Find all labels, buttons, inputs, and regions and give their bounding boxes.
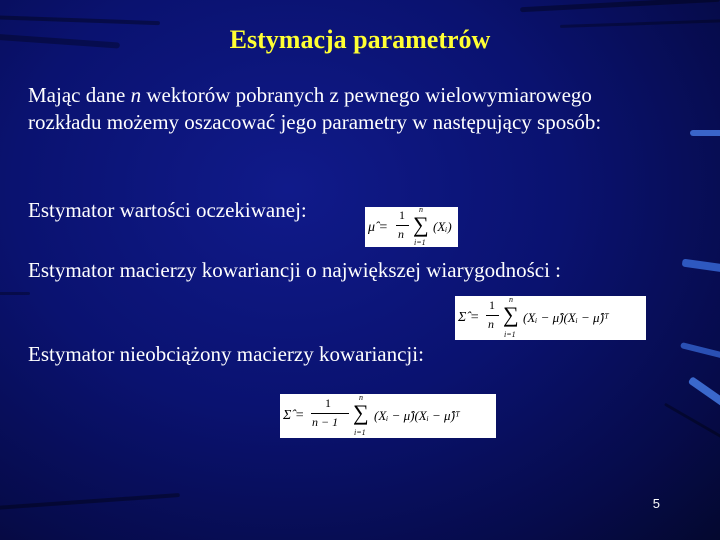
decorative-streak bbox=[690, 130, 720, 136]
decorative-streak bbox=[682, 259, 720, 274]
slide-title: Estymacja parametrów bbox=[229, 25, 491, 54]
fraction-bar bbox=[396, 225, 409, 226]
formula-denominator: n − 1 bbox=[312, 415, 339, 429]
estimator-unbiased-covariance-label: Estymator nieobciążony macierzy kowariancji: bbox=[28, 342, 424, 366]
formula-body: (Xᵢ) bbox=[433, 219, 452, 234]
formula-lhs: Σ̂ = bbox=[283, 408, 305, 423]
intro-text-after: wektorów pobranych z pewnego wielowymiarowego rozkładu możemy oszacować jego parametry w następujący sposób: bbox=[28, 83, 602, 134]
estimator-ml-covariance-label: Estymator macierzy kowariancji o największej wiarygodności : bbox=[28, 258, 561, 282]
sum-symbol: ∑ bbox=[413, 212, 429, 237]
decorative-streak bbox=[520, 0, 720, 12]
estimator-ml-covariance-formula bbox=[455, 296, 646, 340]
sum-upper-limit: n bbox=[419, 207, 423, 214]
fraction-bar bbox=[486, 315, 499, 316]
estimator-unbiased-covariance-formula bbox=[280, 394, 496, 438]
decorative-streak bbox=[0, 493, 180, 511]
formula-body: (Xᵢ − μ̂)(Xᵢ − μ̂)ᵀ bbox=[523, 310, 609, 325]
formula-denominator: n bbox=[398, 227, 404, 241]
sum-lower-limit: i=1 bbox=[504, 330, 516, 339]
formula-lhs: Σ̂ = bbox=[458, 310, 480, 325]
formula-numerator: 1 bbox=[325, 396, 331, 410]
sum-upper-limit: n bbox=[359, 394, 363, 402]
sum-symbol: ∑ bbox=[353, 400, 369, 425]
sum-upper-limit: n bbox=[509, 296, 513, 304]
intro-text-before: Mając dane bbox=[28, 83, 131, 107]
sum-lower-limit: i=1 bbox=[414, 238, 426, 247]
page-number: 5 bbox=[652, 496, 660, 511]
estimator-mean-formula bbox=[365, 207, 458, 247]
formula-body: (Xᵢ − μ̂)(Xᵢ − μ̂)ᵀ bbox=[374, 408, 460, 423]
decorative-streak bbox=[680, 342, 720, 360]
intro-paragraph bbox=[28, 82, 638, 136]
formula-denominator: n bbox=[488, 317, 494, 331]
decorative-streak bbox=[0, 292, 30, 295]
formula-numerator: 1 bbox=[399, 208, 405, 222]
sum-symbol: ∑ bbox=[503, 302, 519, 327]
decorative-streak bbox=[664, 403, 720, 441]
intro-variable-n: n bbox=[130, 83, 142, 107]
estimator-mean-label: Estymator wartości oczekiwanej: bbox=[28, 198, 307, 222]
formula-lhs: μ̂ = bbox=[368, 220, 388, 235]
sum-lower-limit: i=1 bbox=[354, 428, 366, 437]
fraction-bar bbox=[311, 413, 349, 414]
formula-numerator: 1 bbox=[489, 298, 495, 312]
decorative-streak bbox=[688, 376, 720, 408]
